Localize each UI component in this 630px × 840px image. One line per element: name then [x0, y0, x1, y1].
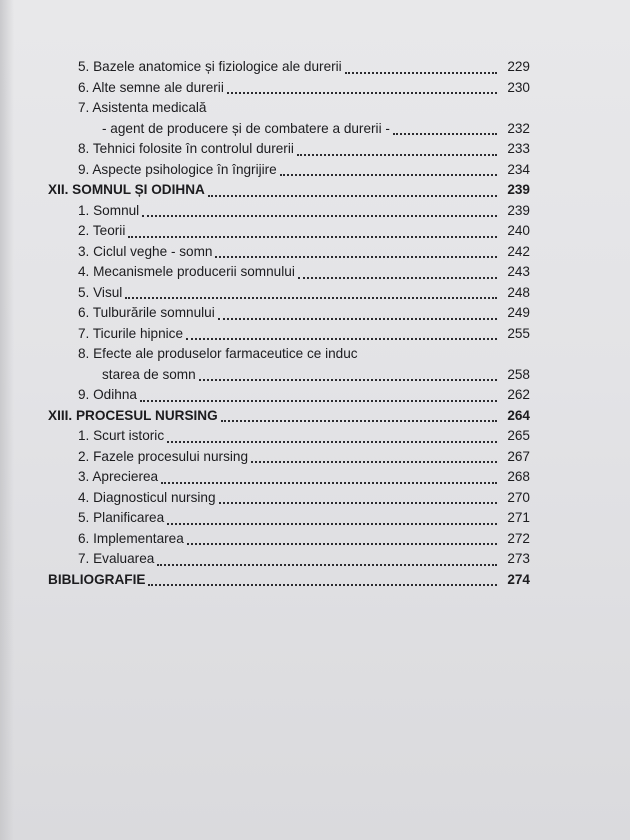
toc-entry-title: 4. Diagnosticul nursing	[78, 489, 216, 505]
toc-entry	[48, 467, 530, 488]
toc-leader-dots	[140, 399, 497, 402]
toc-entry	[48, 221, 530, 242]
toc-chapter-title: XII. SOMNUL ȘI ODIHNA	[48, 182, 205, 197]
toc-entry-page: 232	[507, 120, 530, 136]
toc-entry-page: 270	[507, 489, 530, 505]
toc-entry-page: 258	[507, 366, 530, 382]
toc-leader-dots	[167, 440, 497, 443]
toc-leader-dots	[280, 173, 497, 176]
toc-entry	[48, 488, 530, 509]
toc-leader-dots	[219, 501, 497, 504]
toc-entry-page: 249	[507, 305, 530, 320]
toc-entry-page: 255	[507, 325, 530, 341]
toc-entry-page: 267	[507, 448, 530, 464]
toc-entry-page: 273	[507, 551, 530, 566]
toc-entry-title: starea de somn	[102, 366, 196, 382]
toc-entry-title: 8. Efecte ale produselor farmaceutice ce induc	[78, 346, 358, 361]
toc-leader-dots	[221, 419, 497, 422]
toc-chapter-page: 274	[507, 571, 530, 587]
toc-entry-page: 262	[507, 387, 530, 402]
toc-entry	[48, 57, 530, 78]
toc-leader-dots	[298, 276, 497, 279]
toc-entry-title: 5. Visul	[78, 284, 123, 300]
toc-leader-dots	[208, 194, 497, 197]
toc-entry-title: 7. Ticurile hipnice	[78, 325, 184, 341]
toc-leader-dots	[128, 235, 497, 238]
toc-entry-page: 230	[507, 79, 530, 95]
toc-entry	[48, 242, 530, 263]
toc-entry	[48, 426, 530, 447]
toc-entry-page: 233	[507, 141, 530, 156]
toc-entry-page: 272	[507, 530, 530, 546]
toc-entry-title: 6. Tulburările somnului	[78, 305, 215, 320]
toc-entry-title: 4. Mecanismele producerii somnului	[78, 264, 295, 279]
toc-leader-dots	[125, 296, 497, 299]
toc-entry-title: 2. Fazele procesului nursing	[78, 448, 249, 464]
toc-entry-title: 3. Ciclul veghe - somn	[78, 243, 213, 259]
toc-entry	[48, 385, 530, 406]
toc-entry-page: 243	[507, 264, 530, 279]
toc-leader-dots	[161, 481, 497, 484]
toc-entry	[48, 201, 530, 222]
toc-chapter-title: XIII. PROCESUL NURSING	[48, 407, 218, 423]
toc-entry	[48, 283, 530, 304]
toc-entry-page: 248	[507, 284, 530, 300]
toc-entry-page: 240	[507, 223, 530, 238]
toc-leader-dots	[218, 317, 497, 320]
toc-entry-page: 268	[507, 469, 530, 484]
toc-chapter-title: BIBLIOGRAFIE	[48, 571, 146, 587]
toc-entry-title: 1. Scurt istoric	[78, 428, 165, 443]
toc-leader-dots	[345, 71, 497, 74]
toc-entry	[48, 447, 530, 468]
toc-leader-dots	[297, 153, 497, 156]
toc-entry-page: 271	[507, 510, 530, 525]
toc-entry	[48, 529, 530, 550]
toc-entry-continuation	[48, 119, 530, 140]
toc-leader-dots	[167, 522, 497, 525]
toc-leader-dots	[187, 542, 497, 545]
toc-entry	[48, 344, 530, 365]
toc-entry-title: 9. Aspecte psihologice în îngrijire	[78, 161, 277, 177]
toc-entry-title: 2. Teorii	[78, 223, 126, 238]
toc-entry-title: 6. Implementarea	[78, 530, 184, 546]
page-shadow	[0, 0, 14, 840]
toc-entry	[48, 78, 530, 99]
toc-entry	[48, 98, 530, 119]
toc-entry	[48, 262, 530, 283]
toc-chapter	[48, 570, 530, 591]
toc-leader-dots	[199, 378, 497, 381]
toc-entry-title: 9. Odihna	[78, 387, 137, 402]
toc-chapter-page: 264	[507, 407, 530, 423]
toc-entry-title: - agent de producere și de combatere a durerii -	[102, 120, 390, 136]
toc-leader-dots	[227, 91, 497, 94]
toc-entry-title: 7. Asistenta medicală	[78, 100, 207, 115]
toc-entry-page: 229	[507, 59, 530, 74]
toc-leader-dots	[142, 214, 497, 217]
toc-entry-page: 239	[507, 202, 530, 218]
toc-entry-title: 7. Evaluarea	[78, 551, 155, 566]
toc-entry	[48, 139, 530, 160]
toc-entry	[48, 160, 530, 181]
toc-entry-page: 242	[507, 243, 530, 259]
toc-leader-dots	[157, 563, 497, 566]
toc-entry-title: 8. Tehnici folosite în controlul durerii	[78, 141, 294, 156]
toc-entry-page: 234	[507, 161, 530, 177]
toc-entry	[48, 324, 530, 345]
toc-leader-dots	[393, 132, 497, 135]
toc-entry-continuation	[48, 365, 530, 386]
toc-chapter-page: 239	[507, 182, 530, 197]
toc-entry-title: 5. Planificarea	[78, 510, 165, 525]
toc-entry	[48, 303, 530, 324]
toc-entry-title: 1. Somnul	[78, 202, 140, 218]
toc-leader-dots	[186, 337, 497, 340]
toc-entry	[48, 508, 530, 529]
toc-leader-dots	[215, 255, 497, 258]
toc-chapter	[48, 406, 530, 427]
toc-entry-title: 3. Aprecierea	[78, 469, 159, 484]
toc-entry-page: 265	[507, 428, 530, 443]
toc-leader-dots	[251, 460, 497, 463]
table-of-contents	[48, 57, 530, 590]
toc-entry	[48, 549, 530, 570]
toc-leader-dots	[148, 583, 497, 586]
toc-entry-title: 6. Alte semne ale durerii	[78, 79, 224, 95]
toc-chapter	[48, 180, 530, 201]
toc-entry-title: 5. Bazele anatomice și fiziologice ale durerii	[78, 59, 342, 74]
